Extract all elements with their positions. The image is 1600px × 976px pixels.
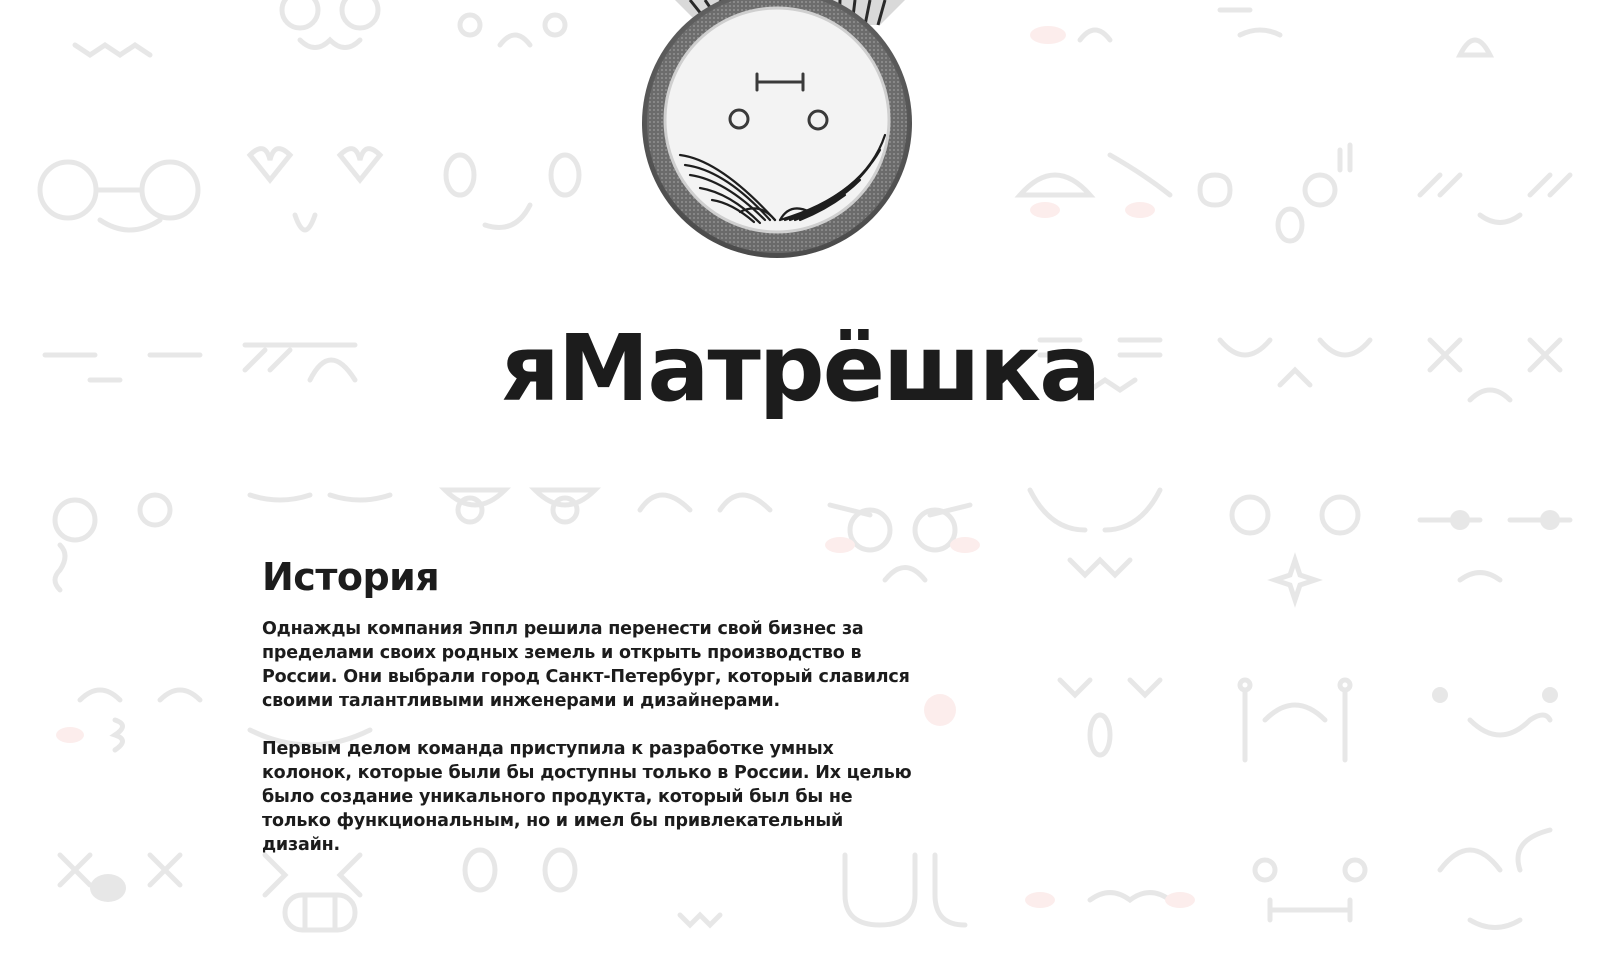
- history-paragraph-2: Первым делом команда приступила к разработке умных колонок, которые были бы доступны только в России. Их целью было создание уникального продукта, который был бы не только функциональным, но и имел бы привлекательный дизайн.: [262, 739, 912, 855]
- history-section: [262, 555, 922, 881]
- history-paragraph-1: Однажды компания Эппл решила перенести свой бизнес за пределами своих родных земель и открыть производство в России. Они выбрали город Санкт-Петербург, который славился своими талантливыми инженерами и дизайнерами.: [262, 619, 910, 711]
- speaker-face-icon: [640, 0, 940, 270]
- brand-title: яМатрёшка: [500, 315, 1100, 422]
- history-heading: История: [262, 555, 440, 599]
